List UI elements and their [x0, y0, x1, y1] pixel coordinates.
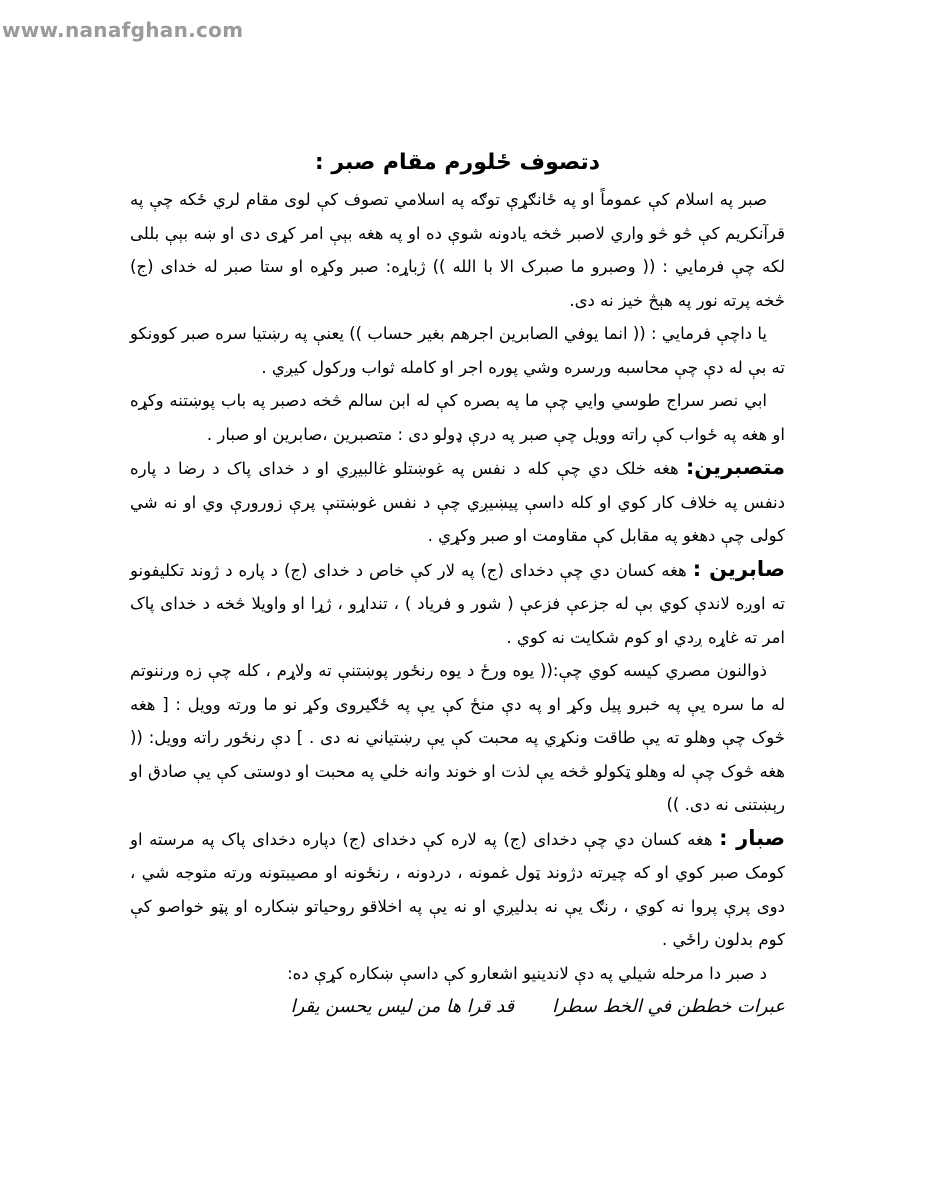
definition-term: متصبرين: [685, 455, 785, 479]
document-body [130, 145, 785, 1024]
section-title: دتصوف ځلورم مقام صبر : [314, 150, 601, 175]
poem-right-hemistich: عبرات خططن في الخط سطرا [552, 996, 785, 1017]
poem-verse [130, 990, 785, 1024]
paragraph-tusi: ابي نصر سراج طوسي وایي چې ما په بصره کې له ابن سالم څخه دصبر په باب پوښتنه وکړه او هغه په ځواب کې راته وویل چې صبر په درې ډولو دی : متصبرين ،صابرين او صبار . [130, 391, 785, 444]
definition-mutasabbirin [130, 451, 785, 553]
paragraph-intro: صبر په اسلام کې عموماً او په ځانګړې توګه په اسلامي تصوف کې لوی مقام لري ځکه چې په قرآنکریم کې څو څو واري لاصبر څخه یادونه شوې ده او په هغه بېې امر کړی دی او ښه بېې بللی لکه چې فرمايي : (( وصبرو ما صبرک الا با الله )) ژباړه: صبر وکړه او ستا صبر له خدای (ج) څخه پرته نور په هېڅ خیز نه دی. [130, 190, 785, 310]
paragraph-closing: د صبر دا مرحله شیلي په دې لاندینیو اشعارو کې داسې ښکاره کړې ده: [287, 963, 767, 983]
definition-text: هغه کسان دي چې دخدای (ج) په لار کې خاص د خدای (ج) د پاره د ژوند تکلیفونو ته اوږه لاندې کوي بې له جزعې فزعې ( شور و فریاد ) ، تنداړو ، ژړا او واويلا څخه د خدای پاک امر ته غاړه ږدي او کوم شکايت نه کوي . [130, 560, 785, 647]
definition-text: هغه خلک دي چې کله د نفس په غوښتلو غالبیږي او د خدای پاک د رضا د پاره دنفس په خلاف کار کوي او کله داسې پیښیږي چې د نفس غوښتنې پرې زورورې وي او نه شي کولی چې دهغو په مقابل کې مقاومت او صبر وکړي . [130, 459, 785, 545]
site-watermark: www.nanafghan.com [2, 18, 244, 42]
paragraph-dhulnun-quote: ذوالنون مصري کیسه کوي چې:(( یوه ورځ د یوه رنځور پوښتنې ته ولاړم ، کله چې زه ورننوتم له ما سره یې په خبرو پیل وکړ او په دې منځ کې یې په ځګیروی وکړ نو ما ورته وویل : [ هغه څوک چې وهلو ته یې طاقت ونکړي په محبت کې یې رښتیاني نه دی . ] دې رنځور راته وویل: (( هغه څوک چې له وهلو ټکولو څخه یې لذت او خوند وانه خلي په محبت او دوستی کې یې صادق او رېښتنی نه دی. )) [130, 661, 785, 814]
paragraph-verse: یا داچې فرمايي : (( انما یوفي الصابرين اجرهم بغير حساب )) یعنې په رښتیا سره صبر کوونکو ته بې له دې چې محاسبه ورسره وشي پوره اجر او کامله ثواب ورکول کیږي . [130, 324, 785, 377]
definition-sabbar [130, 822, 785, 957]
poem-left-hemistich: قد قرا ها من ليس يحسن يقرا [290, 996, 515, 1017]
definition-text: هغه کسان دي چې دخدای (ج) په لاره کې دخدای (ج) دپاره دخدای پاک په مرسته او کومک صبر کوي او که چیرته دژوند ټول غمونه ، دردونه ، رنځونه او مصيبتونه ورته متوجه شي ، دوی پرې پروا نه کوي ، رنګ یې نه بدلیږي او نه یې په اخلاقو روحیاتو ښکاره او پټو خواصو کې کوم بدلون راځي . [130, 829, 785, 949]
definition-term: صابرين : [692, 556, 786, 581]
definition-sabirin [130, 553, 785, 655]
definition-term: صبار : [719, 825, 785, 850]
